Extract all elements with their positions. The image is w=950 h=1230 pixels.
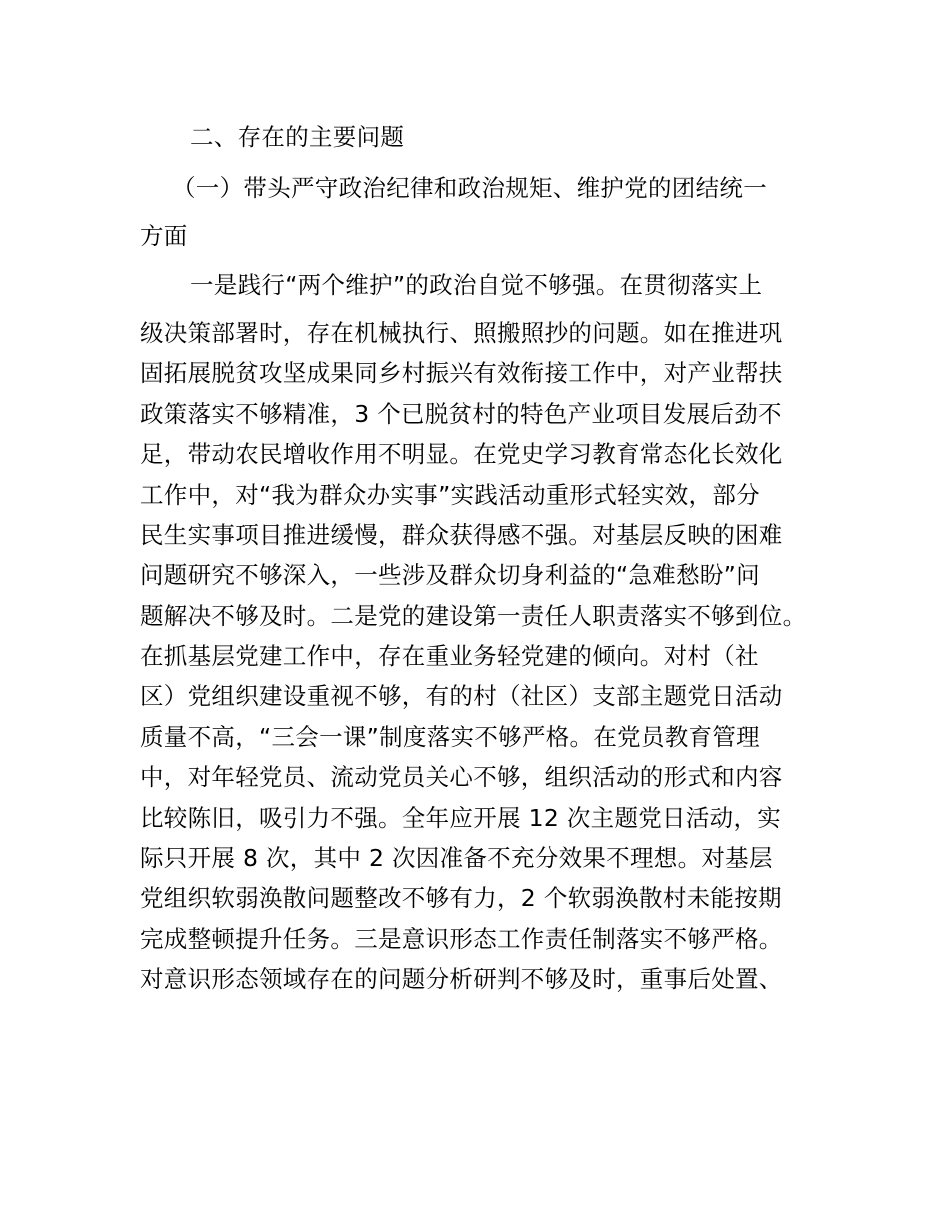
body-line: 题解决不够及时。二是党的建设第一责任人职责落实不够到位。 (140, 602, 807, 630)
section-heading: 二、存在的主要问题 (190, 123, 405, 151)
subsection-heading-line-2: 方面 (140, 222, 188, 250)
body-line: 际只开展 8 次，其中 2 次因准备不充分效果不理想。对基层 (140, 844, 773, 872)
body-line: 完成整顿提升任务。三是意识形态工作责任制落实不够严格。 (140, 925, 783, 953)
body-line: 区）党组织建设重视不够，有的村（社区）支部主题党日活动 (140, 682, 783, 710)
body-line: 工作中，对“我为群众办实事”实践活动重形式轻实效，部分 (140, 481, 760, 509)
subsection-heading-line-1: （一）带头严守政治纪律和政治规矩、维护党的团结统一 (172, 174, 767, 202)
body-line: 对意识形态领域存在的问题分析研判不够及时，重事后处置、 (140, 965, 783, 993)
body-line: 比较陈旧，吸引力不强。全年应开展 12 次主题党日活动，实 (140, 804, 782, 832)
body-line: 党组织软弱涣散问题整改不够有力，2 个软弱涣散村未能按期 (140, 884, 782, 912)
body-line: 在抓基层党建工作中，存在重业务轻党建的倾向。对村（社 (140, 642, 759, 670)
body-line: 足，带动农民增收作用不明显。在党史学习教育常态化长效化 (140, 440, 783, 468)
body-line: 质量不高，“三会一课”制度落实不够严格。在党员教育管理 (140, 723, 760, 751)
body-line: 民生实事项目推进缓慢，群众获得感不强。对基层反映的困难 (140, 521, 783, 549)
body-line: 一是践行“两个维护”的政治自觉不够强。在贯彻落实上 (190, 271, 763, 299)
body-line: 政策落实不够精准，3 个已脱贫村的特色产业项目发展后劲不 (140, 400, 782, 428)
body-line: 中，对年轻党员、流动党员关心不够，组织活动的形式和内容 (140, 763, 783, 791)
body-line: 级决策部署时，存在机械执行、照搬照抄的问题。如在推进巩 (140, 319, 783, 347)
body-line: 固拓展脱贫攻坚成果同乡村振兴有效衔接工作中，对产业帮扶 (140, 359, 783, 387)
body-line: 问题研究不够深入，一些涉及群众切身利益的“急难愁盼”问 (140, 561, 760, 589)
